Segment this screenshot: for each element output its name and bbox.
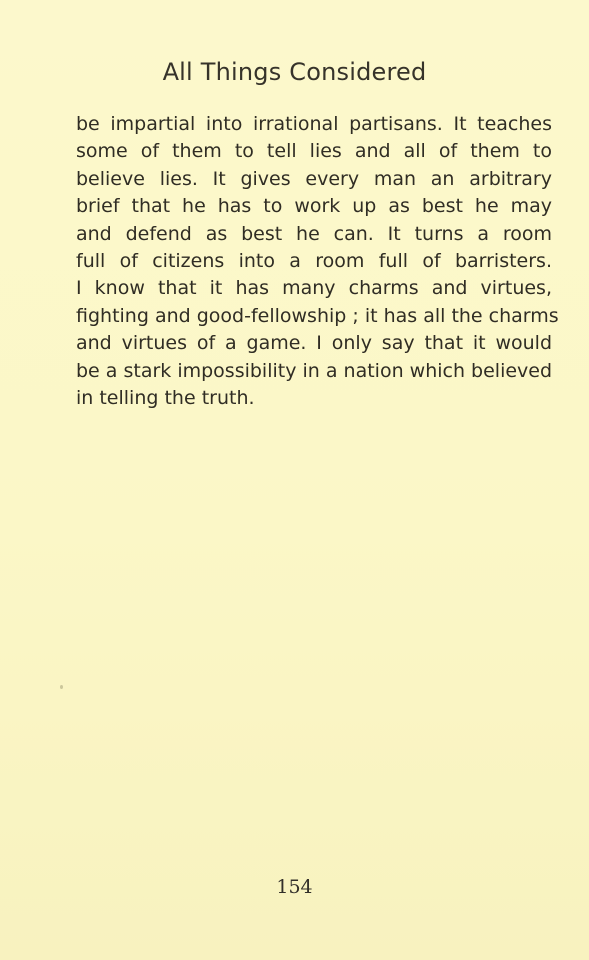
body-paragraph xyxy=(76,111,559,412)
paper-speck xyxy=(60,685,63,689)
text-line: be impartial into irrational partisans. It teaches xyxy=(76,113,552,135)
page-number: 154 xyxy=(276,876,313,898)
text-line: believe lies. It gives every man an arbitrary xyxy=(76,167,552,190)
text-line: full of citizens into a room full of barristers. xyxy=(76,250,552,273)
text-line: I know that it has many charms and virtues, xyxy=(76,277,552,300)
text-line: fighting and good-fellowship ; it has all the charms xyxy=(76,304,559,327)
text-line: and virtues of a game. I only say that it would xyxy=(76,332,552,355)
running-head: All Things Considered xyxy=(162,58,427,86)
text-line: and defend as best he can. It turns a room xyxy=(76,222,552,245)
text-line: in telling the truth. xyxy=(76,387,255,410)
text-line: brief that he has to work up as best he may xyxy=(76,195,552,218)
text-line: be a stark impossibility in a nation which believed xyxy=(76,359,553,382)
text-line: some of them to tell lies and all of them to xyxy=(76,140,552,163)
